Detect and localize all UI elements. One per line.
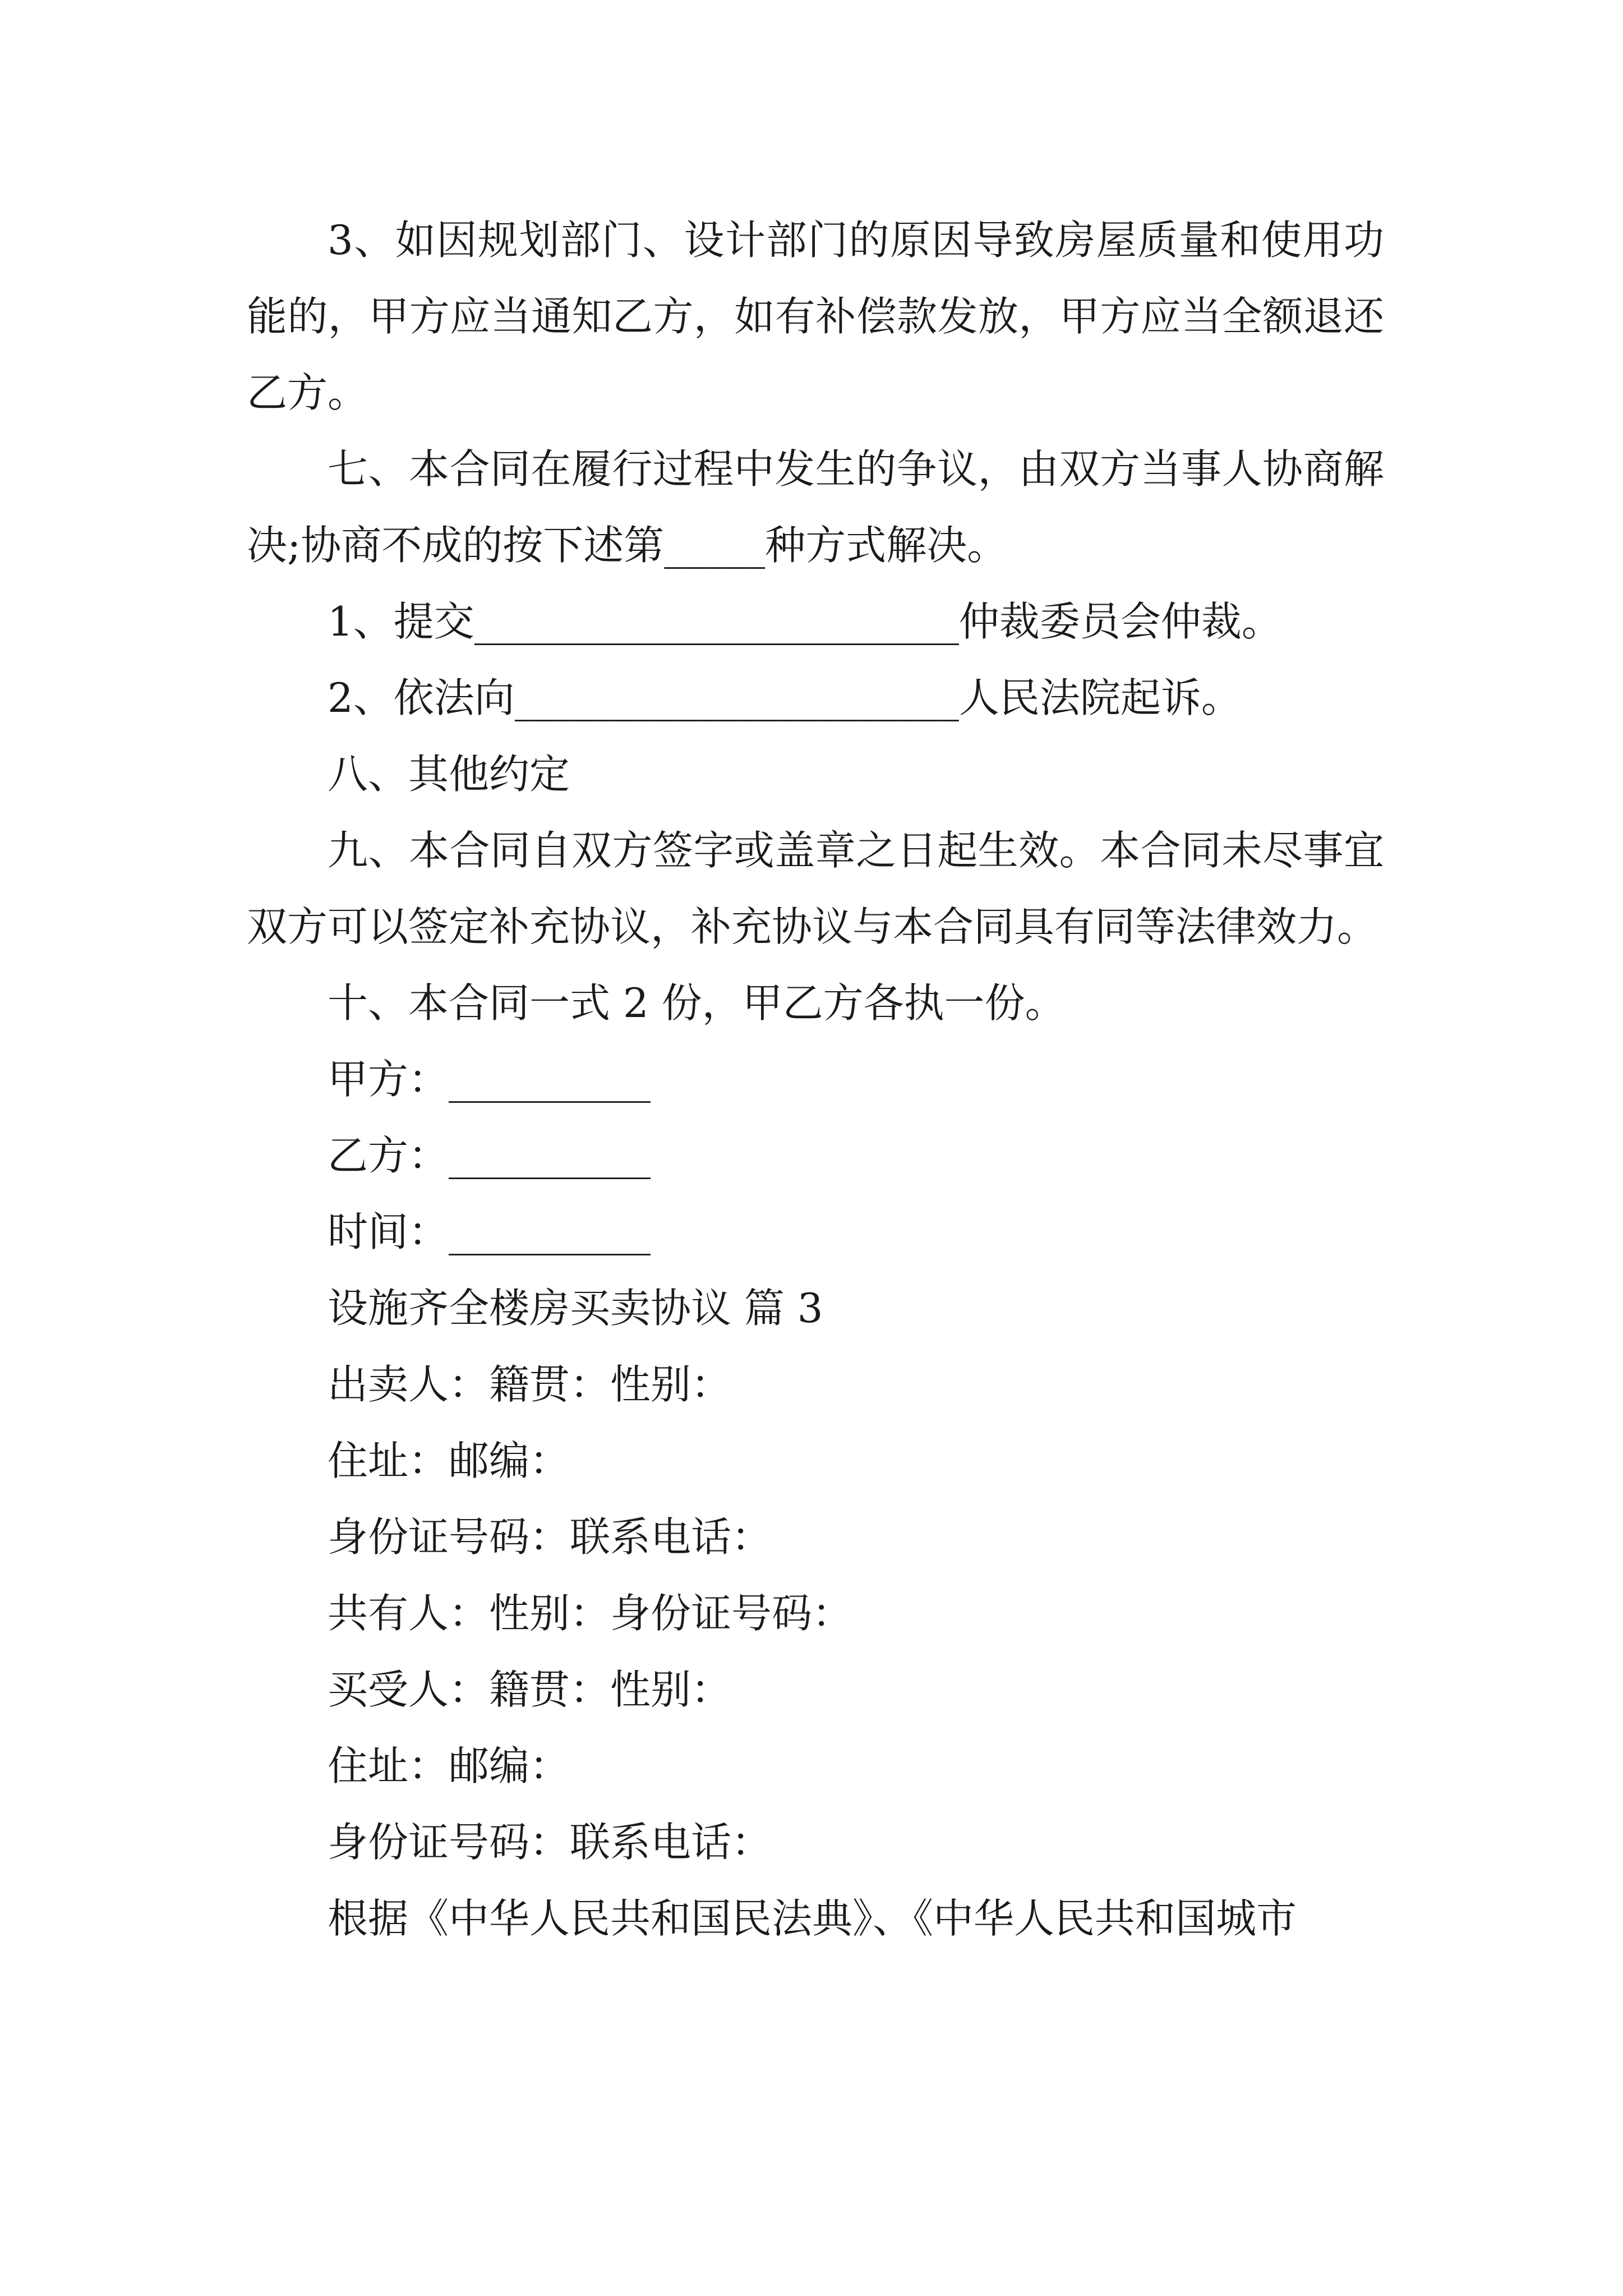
clause-7-text-b: 种方式解决。: [765, 522, 1008, 569]
time-label: 时间：: [328, 1208, 449, 1255]
co-owner-info: 共有人：性别：身份证号码：: [328, 1590, 853, 1637]
party-a-blank: __________: [449, 1056, 651, 1103]
arbitration-text-b: 仲裁委员会仲裁。: [958, 598, 1282, 645]
seller-id-phone: 身份证号码：联系电话：: [328, 1513, 772, 1561]
clause-10-copies: 十、本合同一式 2 份，甲乙方各执一份。: [328, 979, 1066, 1027]
document-body: [247, 202, 1384, 1957]
clause-9-effect: 九、本合同自双方签字或盖章之日起生效。本合同未尽事宜双方可以签定补充协议，补充协议与本合同具有同等法律效力。: [247, 827, 1384, 950]
signature-party-b: [247, 1117, 1384, 1194]
clause-7-dispute: [247, 431, 1384, 583]
seller-info: 出卖人：籍贯：性别：: [328, 1361, 732, 1408]
buyer-id-phone: 身份证号码：联系电话：: [328, 1819, 772, 1866]
party-a-label: 甲方：: [328, 1056, 449, 1103]
clause-7-blank: _____: [664, 522, 766, 569]
seller-address: 住址：邮编：: [328, 1437, 570, 1484]
arbitration-blank: ________________________: [474, 598, 959, 645]
court-text-b: 人民法院起诉。: [958, 674, 1242, 721]
clause-8-other: 八、其他约定: [328, 751, 570, 798]
clause-3-quality: 3、如因规划部门、设计部门的原因导致房屋质量和使用功能的，甲方应当通知乙方，如有补偿款发放，甲方应当全额退还乙方。: [247, 217, 1384, 416]
signature-party-a: [247, 1041, 1384, 1117]
party-b-blank: __________: [449, 1132, 651, 1179]
party-b-label: 乙方：: [328, 1132, 449, 1179]
time-blank: __________: [449, 1208, 651, 1255]
buyer-address: 住址：邮编：: [328, 1742, 570, 1789]
dispute-option-court: [247, 660, 1384, 736]
section-title: 设施齐全楼房买卖协议 篇 3: [328, 1285, 823, 1332]
dispute-option-arbitration: [247, 583, 1384, 660]
arbitration-text-a: 1、提交: [328, 598, 474, 645]
legal-basis: 根据《中华人民共和国民法典》、《中华人民共和国城市: [328, 1895, 1297, 1942]
court-text-a: 2、依法向: [328, 674, 515, 721]
court-blank: ______________________: [514, 674, 959, 721]
clause-7-text-a: 七、本合同在履行过程中发生的争议，由双方当事人协商解决;协商不成的按下述第: [247, 445, 1384, 569]
signature-time: [247, 1194, 1384, 1270]
buyer-info: 买受人：籍贯：性别：: [328, 1666, 732, 1713]
